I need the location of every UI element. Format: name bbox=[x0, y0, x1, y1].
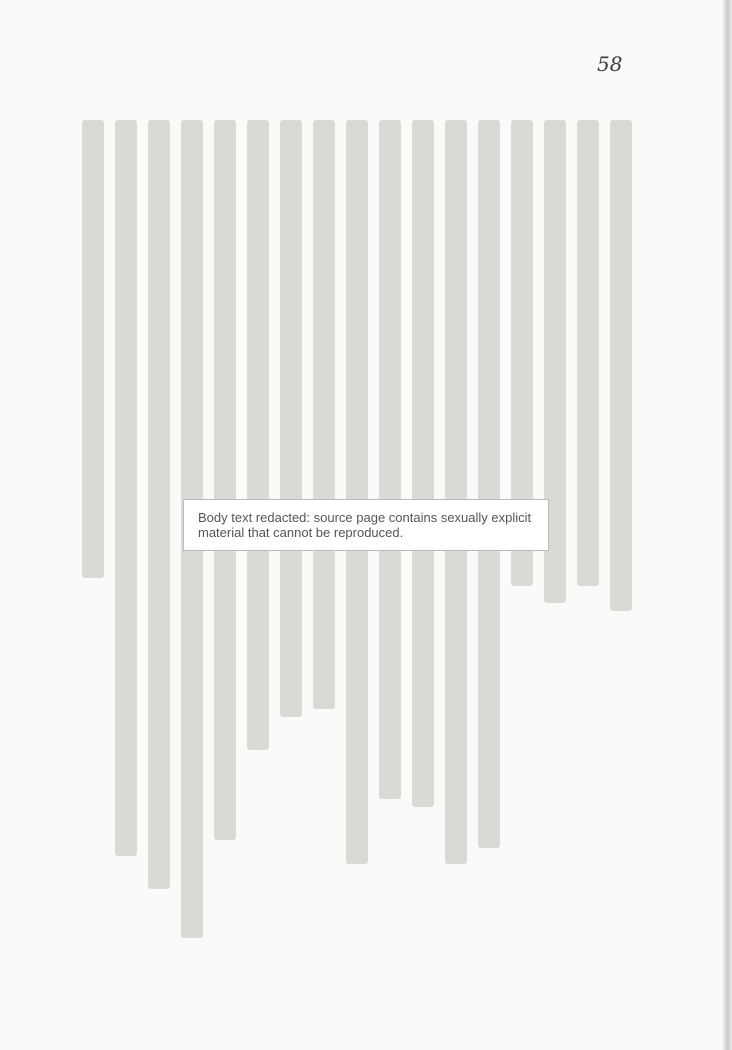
redacted-text-column bbox=[346, 120, 368, 864]
redacted-text-column bbox=[247, 120, 269, 750]
redacted-text-column bbox=[379, 120, 401, 799]
redacted-text-column bbox=[478, 120, 500, 848]
redacted-text-column bbox=[577, 120, 599, 586]
redaction-note: Body text redacted: source page contains sexually explicit material that cannot be reproduced. bbox=[183, 499, 549, 551]
redacted-text-column bbox=[445, 120, 467, 864]
redacted-text-column bbox=[280, 120, 302, 717]
redacted-text-column bbox=[82, 120, 104, 578]
redacted-text-column bbox=[610, 120, 632, 611]
redacted-text-column bbox=[214, 120, 236, 840]
scan-page-edge bbox=[722, 0, 732, 1050]
page-number: 58 bbox=[597, 52, 623, 76]
redacted-text-column bbox=[148, 120, 170, 889]
redacted-text-column bbox=[313, 120, 335, 709]
redacted-text-column bbox=[115, 120, 137, 856]
redacted-text-column bbox=[412, 120, 434, 807]
